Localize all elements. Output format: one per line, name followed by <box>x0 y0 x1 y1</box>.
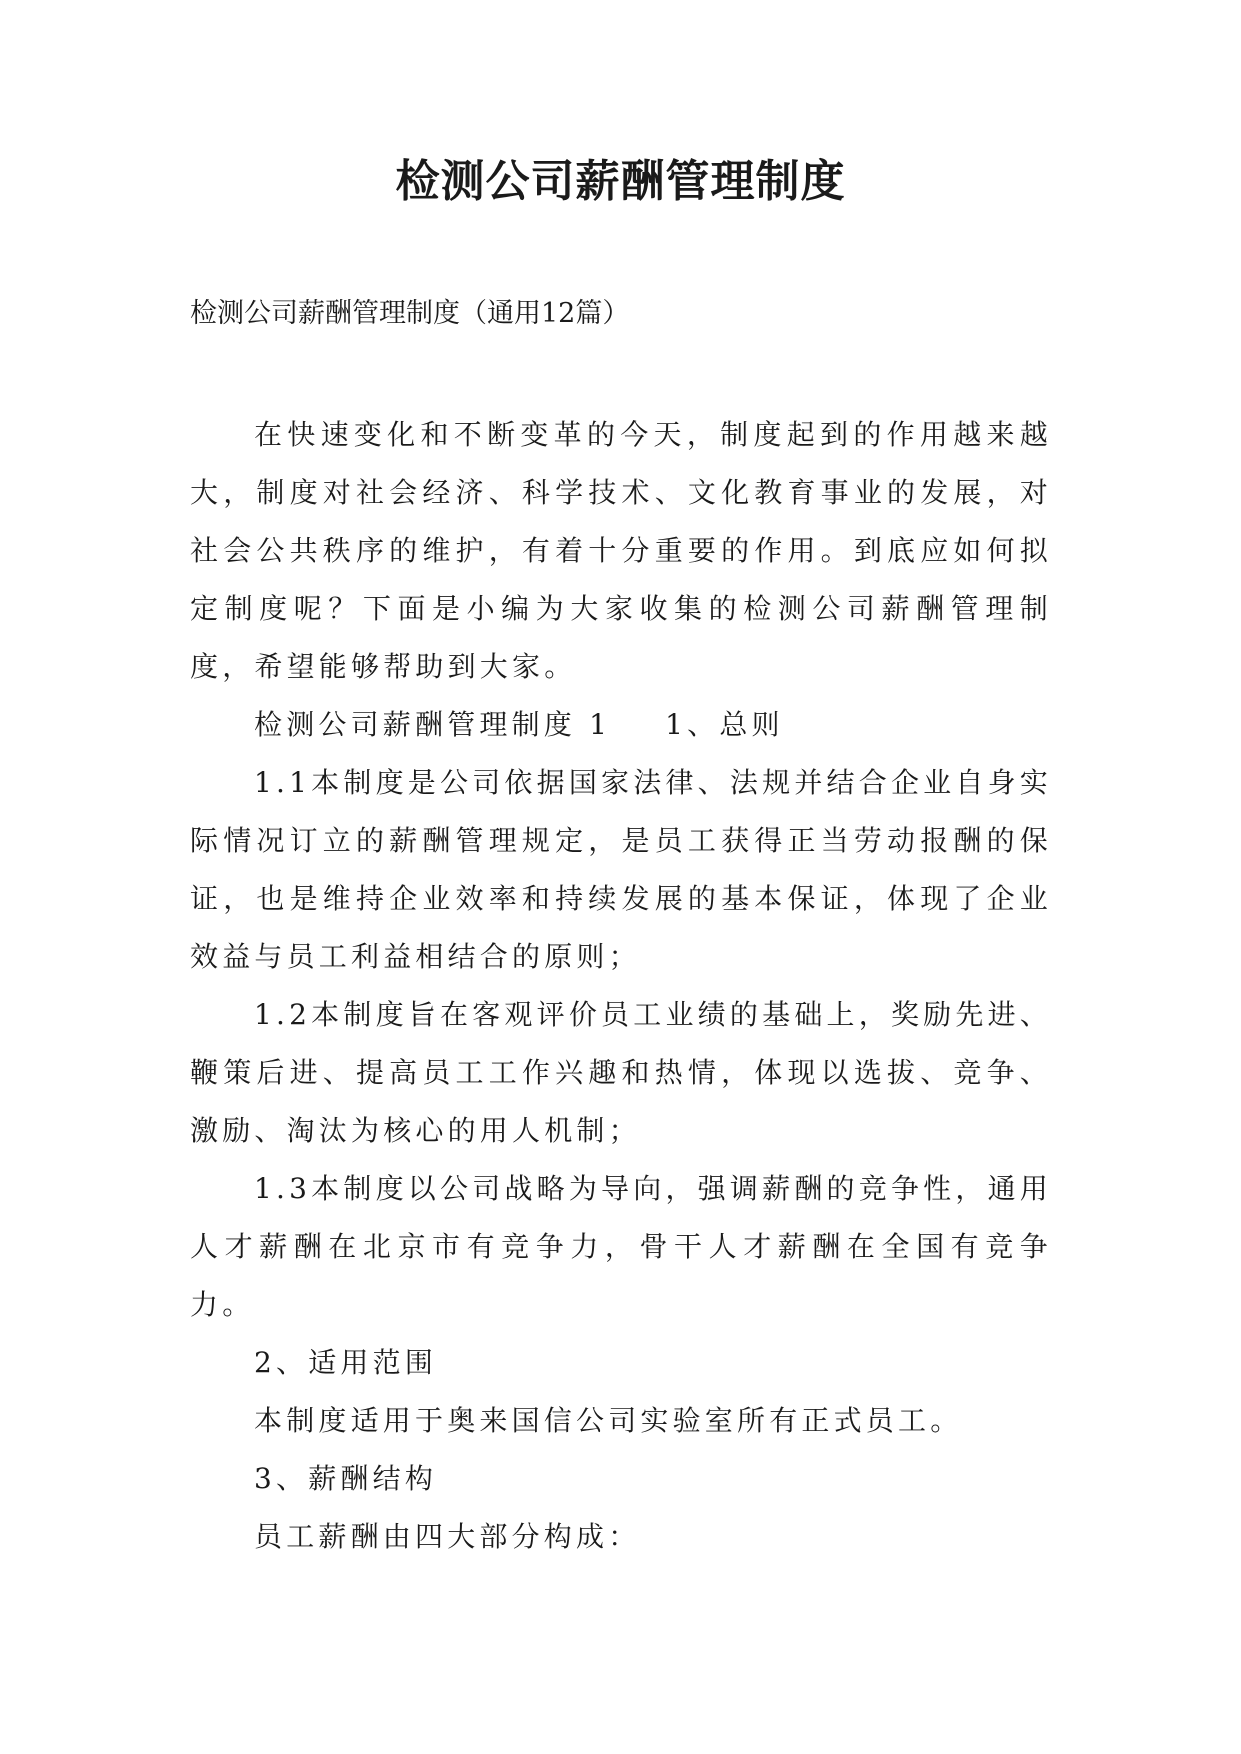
section-2-heading: 2、适用范围 <box>254 1346 438 1379</box>
document-subtitle: 检测公司薪酬管理制度（通用12篇） <box>190 298 630 329</box>
section-1-heading: 1、总则 <box>665 708 784 741</box>
clause-1-2: 1.2本制度旨在客观评价员工业绩的基础上，奖励先进、鞭策后进、提高员工工作兴趣和热情，体现以选拔、竞争、激励、淘汰为核心的用人机制； <box>190 998 1052 1147</box>
document-title: 检测公司薪酬管理制度 <box>395 156 846 207</box>
section-2-text: 本制度适用于奥来国信公司实验室所有正式员工。 <box>254 1404 963 1437</box>
section-heading-line <box>190 696 1052 754</box>
section-heading: 检测公司薪酬管理制度 1 <box>254 708 612 741</box>
document-body <box>190 406 1052 1566</box>
clause-1-1: 1.1本制度是公司依据国家法律、法规并结合企业自身实际情况订立的薪酬管理规定，是员工获得正当劳动报酬的保证，也是维持企业效率和持续发展的基本保证，体现了企业效益与员工利益相结合的原则； <box>190 766 1052 973</box>
section-3-text: 员工薪酬由四大部分构成： <box>254 1520 641 1553</box>
clause-1-3: 1.3本制度以公司战略为导向，强调薪酬的竞争性，通用人才薪酬在北京市有竞争力，骨干人才薪酬在全国有竞争力。 <box>190 1172 1052 1321</box>
intro-paragraph: 在快速变化和不断变革的今天，制度起到的作用越来越大，制度对社会经济、科学技术、文化教育事业的发展，对社会公共秩序的维护，有着十分重要的作用。到底应如何拟定制度呢？下面是小编为大家收集的检测公司薪酬管理制度，希望能够帮助到大家。 <box>190 418 1052 683</box>
section-3-heading: 3、薪酬结构 <box>254 1462 438 1495</box>
